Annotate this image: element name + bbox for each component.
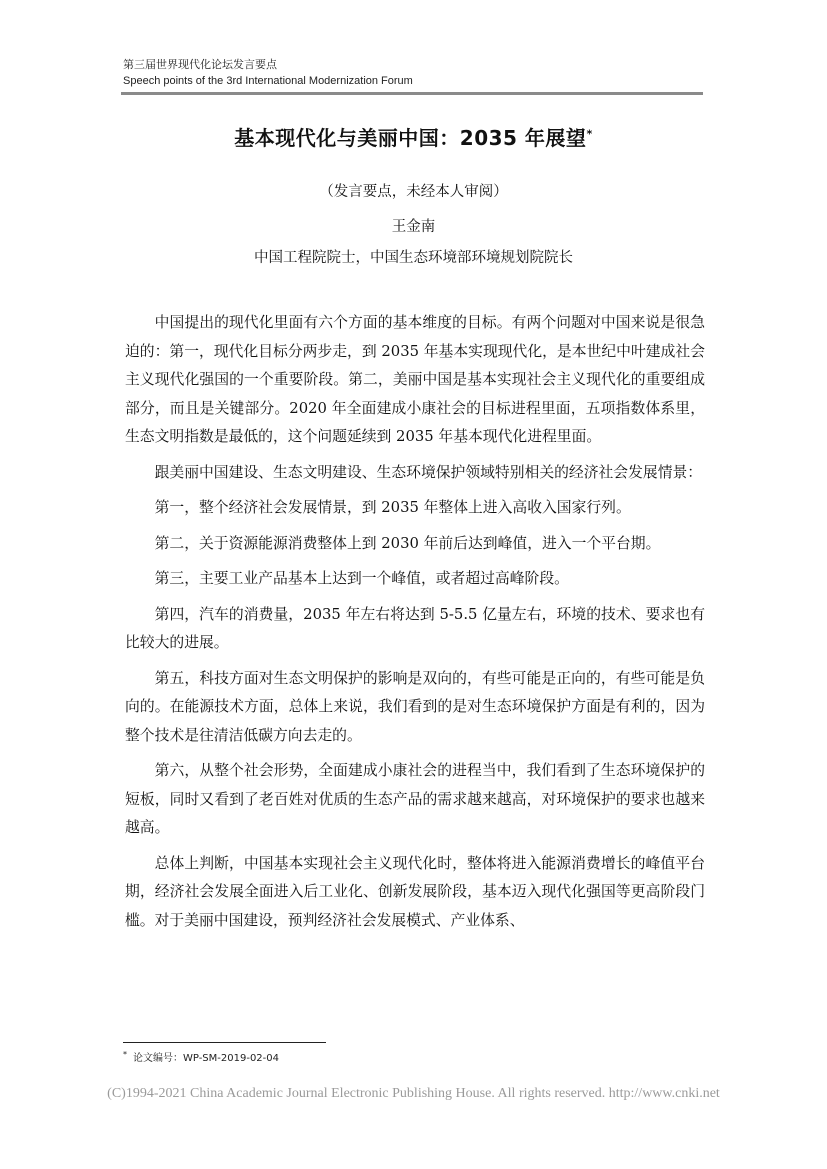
header-divider — [121, 92, 703, 95]
copyright-watermark: (C)1994-2021 China Academic Journal Electronic Publishing House. All rights reserved. http://www.cnki.net — [107, 1086, 720, 1101]
running-header-english: Speech points of the 3rd International Modernization Forum — [123, 75, 413, 87]
paragraph: 总体上判断，中国基本实现社会主义现代化时，整体将进入能源消费增长的峰值平台期，经济社会发展全面进入后工业化、创新发展阶段，基本迈入现代化强国等更高阶段门槛。对于美丽中国建设，预判经济社会发展模式、产业体系、 — [125, 854, 705, 929]
paragraph: 第二，关于资源能源消费整体上到 2030 年前后达到峰值，进入一个平台期。 — [154, 534, 661, 552]
author-name: 王金南 — [391, 219, 436, 235]
paragraph: 第三，主要工业产品基本上达到一个峰值，或者超过高峰阶段。 — [154, 570, 569, 587]
paragraph: 第一，整个经济社会发展情景，到 2035 年整体上进入高收入国家行列。 — [154, 499, 631, 516]
paragraph: 第五，科技方面对生态文明保护的影响是双向的，有些可能是正向的，有些可能是负向的。在能源技术方面，总体上来说，我们看到的是对生态环境保护方面是有利的，因为整个技术是往清洁低碳方向去走的。 — [125, 669, 705, 744]
footnote — [123, 1049, 279, 1064]
footnote-divider — [123, 1042, 326, 1043]
paragraph: 第四，汽车的消费量，2035 年左右将达到 5-5.5 亿量左右，环境的技术、要求也有比较大的进展。 — [125, 605, 705, 651]
paragraph: 中国提出的现代化里面有六个方面的基本维度的目标。有两个问题对中国来说是很急迫的：第一，现代化目标分两步走，到 2035 年基本实现现代化，是本世纪中叶建成社会主义现代化强国的一个重要阶段。第二，美丽中国是基本实现社会主义现代化的重要组成部分，而且是关键部分。2020 年全面建成小康社会的目标进程里面，五项指数体系里，生态文明指数是最低的，这个问题延续到 2035 年基本现代化进程里面。 — [125, 314, 705, 445]
article-body — [125, 309, 705, 942]
review-note: （发言要点，未经本人审阅） — [319, 184, 508, 200]
footnote-text: 论文编号：WP-SM-2019-02-04 — [133, 1053, 280, 1064]
paragraph: 跟美丽中国建设、生态文明建设、生态环境保护领域特别相关的经济社会发展情景： — [154, 463, 703, 481]
article-title — [0, 122, 827, 151]
article-title-text: 基本现代化与美丽中国：2035 年展望 — [234, 126, 587, 150]
footnote-mark: * — [123, 1049, 127, 1059]
paragraph: 第六，从整个社会形势，全面建成小康社会的进程当中，我们看到了生态环境保护的短板，同时又看到了老百姓对优质的生态产品的需求越来越高，对环境保护的要求也越来越高。 — [125, 762, 705, 836]
author-affiliation: 中国工程院院士，中国生态环境部环境规划院院长 — [254, 250, 573, 266]
title-footnote-mark: * — [586, 127, 593, 141]
running-header-chinese: 第三届世界现代化论坛发言要点 — [123, 58, 277, 71]
